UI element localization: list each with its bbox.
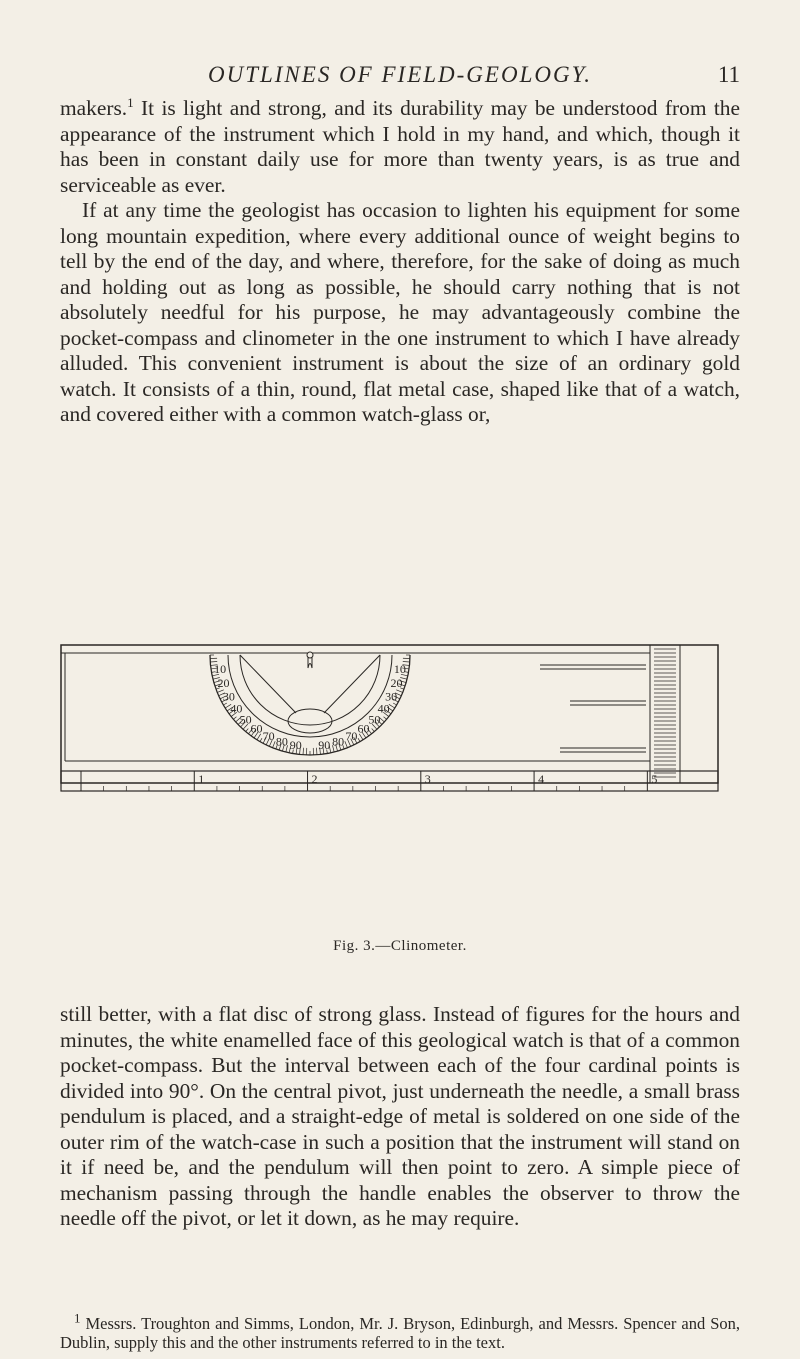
ruler-number: 5	[651, 772, 658, 786]
footnote-number: 1	[74, 1310, 81, 1326]
degree-tick	[396, 690, 402, 693]
arc-inner	[240, 655, 380, 725]
running-title: OUTLINES OF FIELD-GEOLOGY.	[207, 62, 593, 87]
center-boss	[288, 709, 332, 733]
arc-degree-label: 60	[357, 721, 370, 736]
bottom-ruler	[61, 771, 718, 791]
footnote	[60, 1310, 740, 1352]
figure-clinometer	[60, 643, 740, 954]
arc-scale	[210, 655, 410, 755]
arc-degree-label: 70	[345, 729, 358, 744]
arc-degree-label: 40	[377, 701, 390, 716]
ruler-number: 1	[198, 772, 205, 786]
degree-tick	[246, 729, 249, 732]
clinometer-diagram	[60, 643, 740, 933]
arc-degree-label: 10	[393, 662, 406, 677]
degree-tick	[233, 717, 236, 720]
radial-right	[324, 655, 380, 713]
arc-degree-label: 80	[332, 734, 345, 749]
arc-degree-label: 40	[230, 701, 243, 716]
arc-degree-label: 90	[289, 737, 302, 752]
paragraph: makers.$^1$ It is light and strong, and its durability may be understood from the appearance of the instrument which I hold in my hand, and which, though it has been in constant daily use for more than twenty years, is as true and serviceable as ever.	[60, 94, 740, 197]
right-rules	[540, 665, 646, 752]
degree-tick	[389, 704, 395, 708]
arc-degree-label: 80	[275, 734, 288, 749]
arc-degree-label: 10	[214, 662, 227, 677]
ruler-number: 2	[311, 772, 318, 786]
paragraph: still better, with a flat disc of strong glass. Instead of figures for the hours and minutes, the white enamelled face of this geological watch is that of a common pocket-compass. But the interval between each of the four cardinal points is divided into 90°. On the central pivot, just underneath the needle, a small brass pendulum is placed, and a straight-edge of metal is soldered on one side of the outer rim of the watch-case in such a position that the instrument will stand on it if need be, and the pendulum will then point to zero. A simple piece of mechanism passing through the handle enables the observer to throw the needle off the pivot, or let it down, as he may require.	[60, 1002, 740, 1230]
page-header	[0, 62, 800, 92]
right-scale-strip	[650, 645, 680, 783]
arc-degree-label: 20	[217, 676, 230, 691]
page-number: 11	[717, 62, 740, 87]
arc-degree-label: 20	[390, 676, 403, 691]
ruler-number: 3	[424, 772, 431, 786]
pivot	[307, 652, 313, 658]
arc-degree-label: 30	[385, 689, 398, 704]
degree-tick	[384, 717, 387, 720]
arc-degree-label: 60	[250, 721, 263, 736]
arc-degree-label: 30	[222, 689, 235, 704]
footnote-text: $^1$ Messrs. Troughton and Simms, London, Mr. J. Bryson, Edinburgh, and Messrs. Spencer and Son, Dublin, supply this and the other instruments referred to in the text.	[60, 1310, 740, 1352]
ruler-number: 4	[538, 772, 545, 786]
degree-tick	[372, 729, 375, 732]
paragraph: If at any time the geologist has occasion to lighten his equipment for some long mountain expedition, where every additional ounce of weight begins to tell by the end of the day, and where, therefore, for the sake of doing as much and holding out as long as possible, he should carry nothing that is not absolutely needful for his purpose, he may advantageously combine the pocket-compass and clinometer in the one instrument to which I have already alluded. This convenient instrument is about the size of an ordinary gold watch. It consists of a thin, round, flat metal case, shaped like that of a watch, and covered either with a common watch-glass or,	[60, 198, 740, 426]
footnote-marker[interactable]: 1	[127, 94, 134, 110]
figure-caption: Fig. 3.—Clinometer.	[333, 938, 467, 954]
radial-left	[240, 655, 296, 713]
arc-degree-label: 50	[239, 712, 252, 727]
arc-degree-label: 90	[318, 737, 331, 752]
body-text-top	[60, 96, 740, 428]
degree-tick	[358, 738, 360, 741]
arc-degree-label: 70	[262, 729, 275, 744]
arc-degree-label: 50	[368, 712, 381, 727]
body-text-bottom	[60, 1002, 740, 1232]
